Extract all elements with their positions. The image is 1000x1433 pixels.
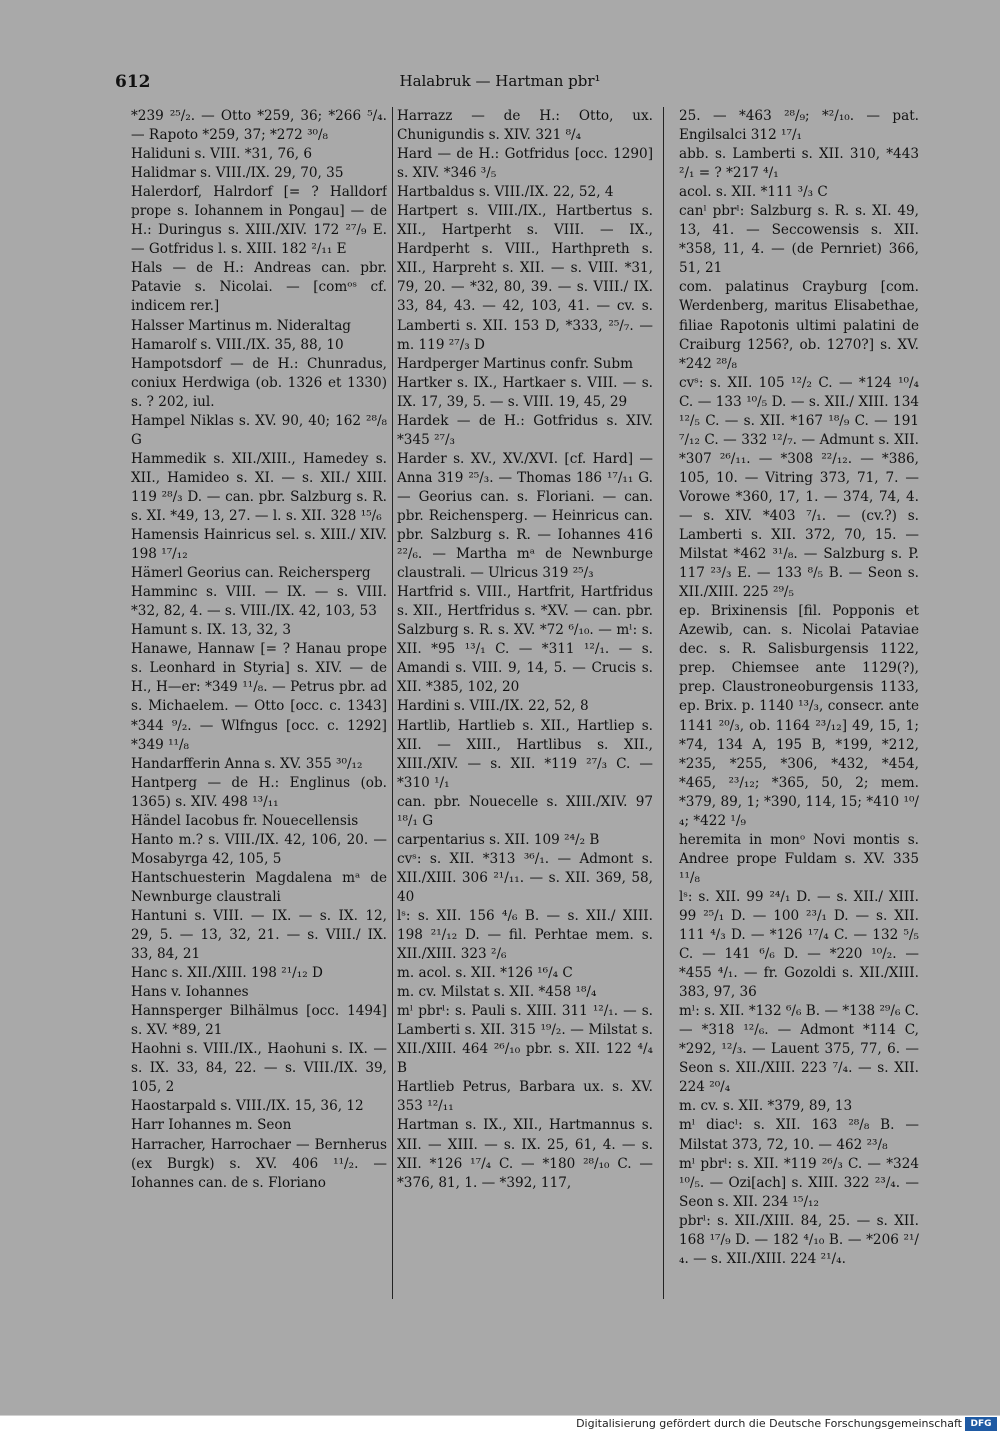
index-entry: Hämerl Georius can. Reichersperg: [131, 565, 371, 582]
index-entry: Hanc s. XII./XIII. 198 ²¹/₁₂ D: [131, 965, 323, 982]
index-entry: Halsser Martinus m. Nideraltag: [131, 317, 352, 334]
index-entry: 25. — *463 ²⁸/₉; *²/₁₀. — pat. Engilsalci 312 ¹⁷/₁: [679, 108, 919, 144]
index-entry: mˡ: s. XII. *132 ⁶/₆ B. — *138 ²⁹/₆ C. — *318 ¹²/₆. — Admont *114 C, *292, ¹²/₃. — Lauent 375, 77, 6. — Seon s. XII./XIII. 223 ⁷/₄. — s. XII. 224 ²⁰/₄: [679, 1003, 919, 1096]
dfg-logo: DFG: [965, 1417, 997, 1431]
index-entry: Halidmar s. VIII./IX. 29, 70, 35: [131, 165, 344, 182]
index-entry: Harder s. XV., XV./XVI. [cf. Hard] — Anna 319 ²⁵/₃. — Thomas 186 ¹⁷/₁₁ G. — Georius can. s. Floriani. — can. pbr. Reichensperg. — Heinricus can. pbr. Salzburg s. R. — Iohannes 416 ²²/₆. — Martha mᵃ de Newnburge claustrali. — Ulricus 319 ²⁵/₃: [397, 450, 653, 582]
column-divider: [663, 107, 664, 1299]
index-entry: Hartker s. IX., Hartkaer s. VIII. — s. IX. 17, 39, 5. — s. VIII. 19, 45, 29: [397, 374, 653, 410]
index-entry: Hardek — de H.: Gotfridus s. XIV. *345 ²⁷/₃: [397, 412, 653, 448]
index-entry: lˢ: s. XII. 156 ⁴/₆ B. — s. XII./ XIII. 198 ²¹/₁₂ D. — fil. Perhtae mem. s. XII./XIII. 323 ²/₆: [397, 907, 653, 963]
index-entry: ep. Brixinensis [fil. Popponis et Azewib, can. s. Nicolai Pataviae dec. s. R. Salisburgensis 1122, prep. Chiemsee ante 1129(?), prep. Claustroneoburgensis 1133, ep. Brix. p. 1140 ¹³/₃, consecr. ante 1141 ²⁰/₃, ob. 1164 ²³/₁₂] 49, 15, 1; *74, 134 A, 195 B, *199, *212, *235, *255, *306, *432, *454, *465, ²³/₁₂; *365, 50, 2; mem. *379, 89, 1; *390, 114, 15; *410 ¹⁰/₄; *422 ¹/₉: [679, 603, 919, 829]
index-column-3: [679, 107, 919, 1302]
index-entry: Hamarolf s. VIII./IX. 35, 88, 10: [131, 336, 344, 353]
running-head: Halabruk — Hartman pbr¹: [399, 72, 601, 90]
index-entry: mˡ pbrˡ: s. XII. *119 ²⁶/₃ C. — *324 ¹⁰/₅. — Ozi[ach] s. XIII. 322 ²³/₄. — Seon s. XII. 234 ¹⁵/₁₂: [679, 1155, 919, 1210]
index-entry: can. pbr. Nouecelle s. XIII./XIV. 97 ¹⁸/₁ G: [397, 793, 653, 829]
index-entry: Hartman s. IX., XII., Hartmannus s. XII. — XIII. — s. IX. 25, 61, 4. — s. XII. *126 ¹⁷/₄ C. — *180 ²⁸/₁₀ C. — *376, 81, 1. — *392, 117,: [397, 1117, 653, 1191]
index-entry: com. palatinus Crayburg [com. Werdenberg, maritus Elisabethae, filiae Rapotonis ultimi palatini de Craiburg 1256?, ob. 1270?] s. XV. *242 ²⁸/₈: [679, 279, 919, 372]
index-entry: Hals — de H.: Andreas can. pbr. Patavie s. Nicolai. — [comᵒˢ cf. indicem rer.]: [131, 260, 387, 315]
index-entry: Hampel Niklas s. XV. 90, 40; 162 ²⁸/₈ G: [131, 412, 387, 448]
index-entry: Hans v. Iohannes: [131, 984, 249, 1001]
index-entry: Hardini s. VIII./IX. 22, 52, 8: [397, 698, 589, 715]
index-entry: Hanto m.? s. VIII./IX. 42, 106, 20. — Mosabyrga 42, 105, 5: [131, 831, 387, 867]
index-entry: Harr Iohannes m. Seon: [131, 1117, 292, 1134]
index-entry: Halerdorf, Halrdorf [= ? Halldorf prope s. Iohannem in Pongau] — de H.: Duringus s. XIII./XIV. 172 ²⁷/₉ E. — Gotfridus l. s. XIII. 182 ²/₁₁ E: [131, 184, 387, 258]
index-entry: Harracher, Harrochaer — Bernherus (ex Burgk) s. XV. 406 ¹¹/₂. — Iohannes can. de s. Floriano: [131, 1136, 387, 1191]
page-number: 612: [115, 72, 151, 92]
index-entry: mˡ diacˡ: s. XII. 163 ²⁸/₈ B. — Milstat 373, 72, 10. — 462 ²³/₈: [679, 1117, 919, 1153]
index-entry: abb. s. Lamberti s. XII. 310, *443 ²/₁ = ? *217 ⁴/₁: [679, 146, 919, 182]
index-entry: Hantperg — de H.: Englinus (ob. 1365) s. XIV. 498 ¹³/₁₁: [131, 774, 387, 810]
index-entry: *239 ²⁵/₂. — Otto *259, 36; *266 ⁵/₄. — Rapoto *259, 37; *272 ³⁰/₈: [131, 108, 387, 144]
index-entry: pbrˡ: s. XII./XIII. 84, 25. — s. XII. 168 ¹⁷/₉ D. — 182 ⁴/₁₀ B. — *206 ²¹/₄. — s. XII./XIII. 224 ²¹/₄.: [679, 1212, 919, 1267]
index-entry: Handarfferin Anna s. XV. 355 ³⁰/₁₂: [131, 755, 363, 772]
index-entry: Hanawe, Hannaw [= ? Hanau prope s. Leonhard in Styria] s. XIV. — de H., H—er: *349 ¹¹/₈. — Petrus pbr. ad s. Michaelem. — Otto [occ. c. 1343] *344 ⁹/₂. — Wlfngus [occ. c. 1292] *349 ¹¹/₈: [131, 641, 387, 753]
footer-credit: Digitalisierung gefördert durch die Deutsche Forschungsgemeinschaft: [576, 1417, 962, 1430]
index-entry: Hantschuesterin Magdalena mᵃ de Newnburge claustrali: [131, 869, 387, 905]
index-entry: lˢ: s. XII. 99 ²⁴/₁ D. — s. XII./ XIII. 99 ²⁵/₁ D. — 100 ²³/₁ D. — s. XII. 111 ⁴/₃ D. — *126 ¹⁷/₄ C. — 132 ⁵/₅ C. — 141 ⁶/₆ D. — *220 ¹⁰/₂. — *455 ⁴/₁. — fr. Gozoldi s. XII./XIII. 383, 97, 36: [679, 888, 919, 1001]
index-entry: Händel Iacobus fr. Nouecellensis: [131, 812, 359, 829]
index-entry: Haostarpald s. VIII./IX. 15, 36, 12: [131, 1098, 364, 1115]
column-divider: [392, 107, 393, 1299]
index-entry: Hamensis Hainricus sel. s. XIII./ XIV. 198 ¹⁷/₁₂: [131, 527, 387, 563]
index-entry: Hantuni s. VIII. — IX. — s. IX. 12, 29, 5. — 13, 32, 21. — s. VIII./ IX. 33, 84, 21: [131, 907, 387, 963]
index-entry: Hamminc s. VIII. — IX. — s. VIII. *32, 82, 4. — s. VIII./IX. 42, 103, 53: [131, 584, 387, 620]
index-entry: m. acol. s. XII. *126 ¹⁶/₄ C: [397, 965, 573, 982]
index-entry: Hampotsdorf — de H.: Chunradus, coniux Herdwiga (ob. 1326 et 1330) s. ? 202, iul.: [131, 355, 387, 410]
index-entry: Hartlieb Petrus, Barbara ux. s. XV. 353 ¹²/₁₁: [397, 1079, 653, 1115]
index-entry: Hammedik s. XII./XIII., Hamedey s. XII., Hamideo s. XI. — s. XII./ XIII. 119 ²⁸/₃ D. — can. pbr. Salzburg s. R. s. XI. *49, 13, 27. — l. s. XII. 328 ¹⁵/₆: [131, 450, 387, 524]
index-entry: Haohni s. VIII./IX., Haohuni s. IX. — s. IX. 33, 84, 22. — s. VIII./IX. 39, 105, 2: [131, 1041, 387, 1096]
index-entry: Hartbaldus s. VIII./IX. 22, 52, 4: [397, 184, 614, 201]
index-entry: heremita in monᵒ Novi montis s. Andree prope Fuldam s. XV. 335 ¹¹/₈: [679, 831, 919, 886]
index-entry: Hartpert s. VIII./IX., Hartbertus s. XII., Hartperht s. VIII. — IX., Hardperht s. VIII., Harthpreth s. XII., Harpreht s. XII. — s. VIII. *31, 79, 20. — *32, 80, 39. — s. VIII./ IX. 33, 84, 43. — 42, 103, 41. — cv. s. Lamberti s. XII. 153 D, *333, ²⁵/₇. — m. 119 ²⁷/₃ D: [397, 203, 653, 353]
index-column-1: [131, 107, 387, 1302]
footer-bar: [0, 1415, 1000, 1433]
index-entry: m. cv. s. XII. *379, 89, 13: [679, 1098, 853, 1115]
index-entry: cvˢ: s. XII. 105 ¹²/₂ C. — *124 ¹⁰/₄ C. — 133 ¹⁰/₅ D. — s. XII./ XIII. 134 ¹²/₅ C. — s. XII. *167 ¹⁸/₉ C. — 191 ⁷/₁₂ C. — 332 ¹²/₇. — Admunt s. XII. *307 ²⁶/₁₁. — *308 ²²/₁₂. — *386, 105, 10. — Vitring 373, 71, 7. — Vorowe *360, 17, 1. — 374, 74, 4. — s. XIV. *403 ⁷/₁. — (cv.?) s. Lamberti s. XII. 372, 70, 15. — Milstat *462 ³¹/₈. — Salzburg s. P. 117 ²³/₃ E. — 133 ⁸/₅ B. — Seon s. XII./XIII. 225 ²⁹/₅: [679, 374, 919, 601]
index-entry: Hartfrid s. VIII., Hartfrit, Hartfridus s. XII., Hertfridus s. *XV. — can. pbr. Salzburg s. R. s. XV. *72 ⁶/₁₀. — mˡ: s. XII. *95 ¹³/₁ C. — *311 ¹²/₁. — s. Amandi s. VIII. 9, 14, 5. — Crucis s. XII. *385, 102, 20: [397, 584, 653, 696]
index-entry: cvˢ: s. XII. *313 ³⁶/₁. — Admont s. XII./XIII. 306 ²¹/₁₁. — s. XII. 369, 58, 40: [397, 850, 653, 905]
index-entry: carpentarius s. XII. 109 ²⁴/₂ B: [397, 831, 600, 848]
index-entry: Hardperger Martinus confr. Subm: [397, 355, 633, 372]
index-entry: Hartlib, Hartlieb s. XII., Hartliep s. XII. — XIII., Hartlibus s. XII., XIII./XIV. — s. XII. *119 ²⁷/₃ C. — *310 ¹/₁: [397, 717, 653, 791]
index-entry: Hamunt s. IX. 13, 32, 3: [131, 622, 291, 639]
index-column-2: [397, 107, 653, 1302]
index-entry: Hard — de H.: Gotfridus [occ. 1290] s. XIV. *346 ³/₅: [397, 146, 653, 182]
index-entry: Haliduni s. VIII. *31, 76, 6: [131, 146, 313, 163]
index-entry: acol. s. XII. *111 ³/₃ C: [679, 184, 828, 201]
index-entry: Harrazz — de H.: Otto, ux. Chunigundis s. XIV. 321 ⁸/₄: [397, 108, 653, 144]
index-entry: m. cv. Milstat s. XII. *458 ¹⁸/₄: [397, 984, 597, 1001]
index-entry: Hannsperger Bilhälmus [occ. 1494] s. XV. *89, 21: [131, 1003, 387, 1039]
index-entry: canˡ pbrˡ: Salzburg s. R. s. XI. 49, 13, 41. — Seccowensis s. XII. *358, 11, 4. — (de Pernriet) 366, 51, 21: [679, 203, 919, 277]
index-entry: mˡ pbrˡ: s. Pauli s. XIII. 311 ¹²/₁. — s. Lamberti s. XII. 315 ¹⁹/₂. — Milstat s. XII./XIII. 464 ²⁶/₁₀ pbr. s. XII. 122 ⁴/₄ B: [397, 1003, 653, 1077]
